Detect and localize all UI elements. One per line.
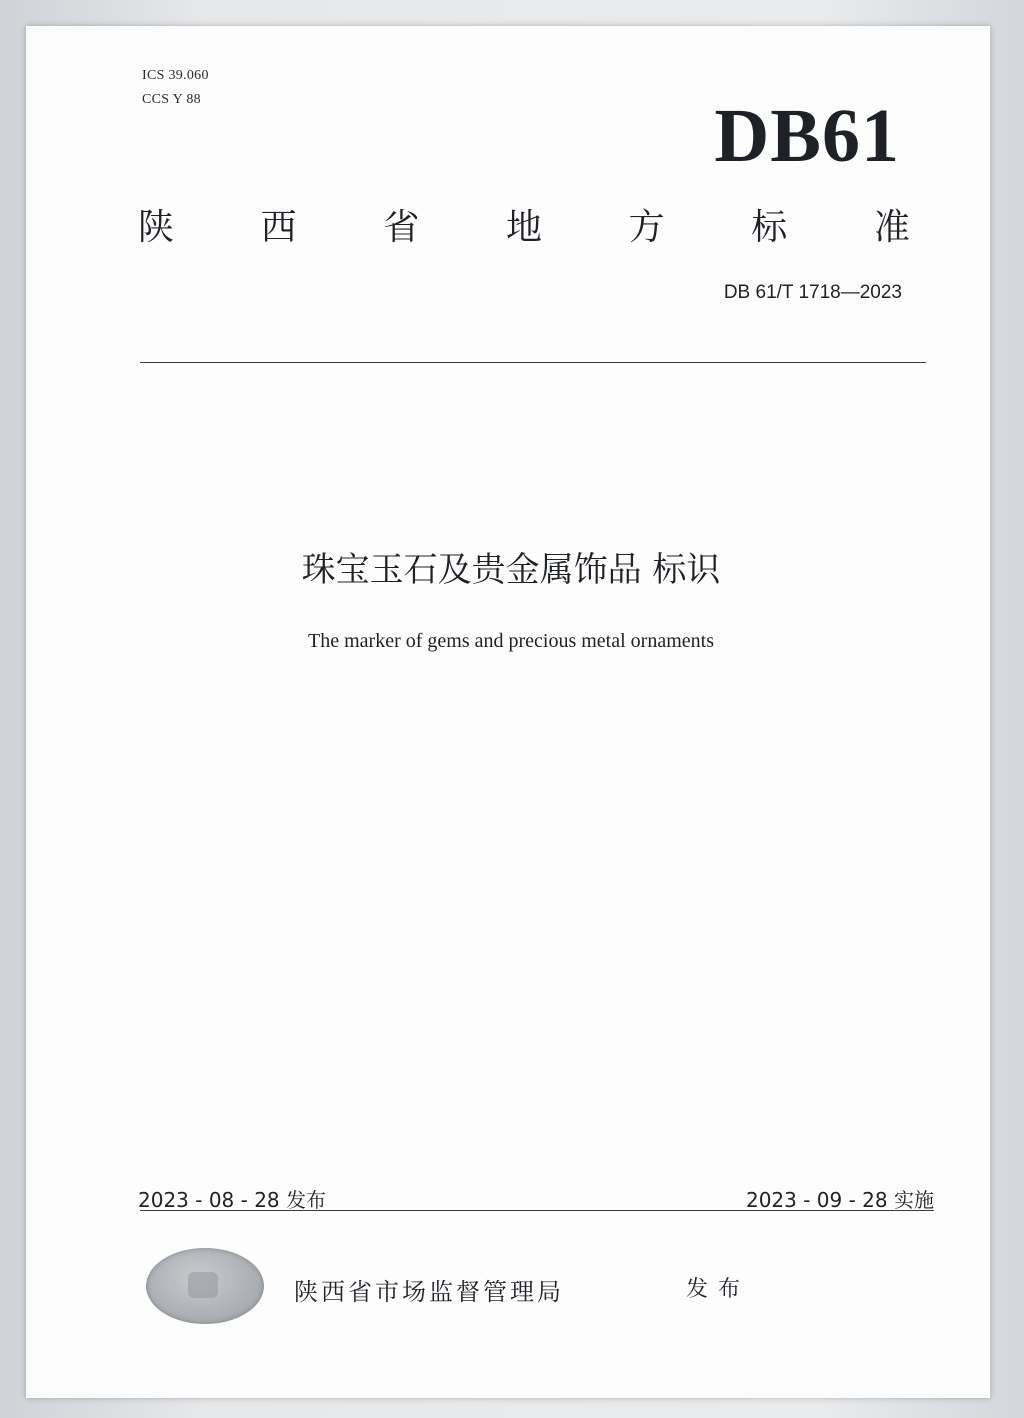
standard-type-char: 准 bbox=[873, 207, 910, 248]
document-title-english: The marker of gems and precious metal ornaments bbox=[308, 630, 714, 652]
publish-label: 发布 bbox=[686, 1277, 751, 1302]
header-divider bbox=[140, 362, 926, 363]
publisher-name: 陕西省市场监督管理局 bbox=[294, 1278, 564, 1306]
standard-type-char: 标 bbox=[751, 207, 788, 248]
standard-number: DB 61/T 1718—2023 bbox=[723, 282, 902, 303]
document-page bbox=[26, 26, 990, 1398]
ccs-code: CCS Y 88 bbox=[142, 92, 201, 107]
standard-type-char: 方 bbox=[628, 207, 665, 248]
standard-type-char: 省 bbox=[383, 207, 420, 248]
footer-divider bbox=[140, 1210, 934, 1211]
standard-type-char: 西 bbox=[260, 207, 297, 248]
implementation-date: 2023 - 09 - 28 实施 bbox=[745, 1188, 934, 1212]
ics-code: ICS 39.060 bbox=[142, 68, 209, 83]
standard-type-heading bbox=[138, 206, 910, 250]
hologram-seal bbox=[146, 1248, 264, 1324]
standard-type-char: 陕 bbox=[138, 207, 175, 248]
document-title-chinese: 珠宝玉石及贵金属饰品 标识 bbox=[301, 550, 721, 590]
standard-type-char: 地 bbox=[505, 207, 542, 248]
issue-date: 2023 - 08 - 28 发布 bbox=[138, 1188, 327, 1212]
standard-logo: DB61 bbox=[714, 94, 900, 178]
seal-emblem-icon bbox=[188, 1272, 218, 1298]
